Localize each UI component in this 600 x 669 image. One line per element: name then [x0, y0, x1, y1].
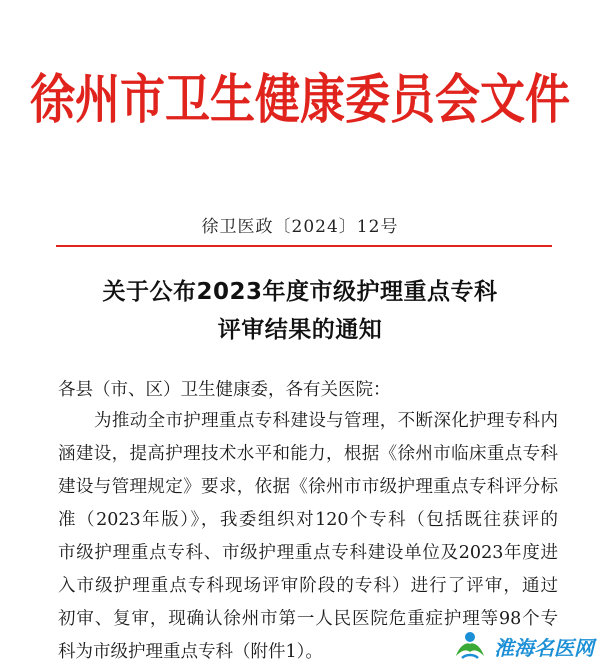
body-line: 科为市级护理重点专科（附件1）。	[58, 642, 323, 662]
red-divider	[56, 245, 552, 247]
title-line-1: 关于公布2023年度市级护理重点专科	[102, 279, 498, 305]
salutation: 各县（市、区）卫生健康委，各有关医院：	[58, 380, 391, 400]
body-line: 入市级护理重点专科现场评审阶段的专科）进行了评审，通过	[58, 576, 558, 596]
body-line: 市级护理重点专科、市级护理重点专科建设单位及2023年度进	[58, 543, 558, 563]
body-line: 初审、复审，现确认徐州市第一人民医院危重症护理等98个专	[58, 609, 558, 629]
body-line: 为推动全市护理重点专科建设与管理，不断深化护理专科内	[94, 411, 558, 431]
org-header: 徐州市卫生健康委员会文件	[29, 67, 570, 131]
document-number: 徐卫医政〔2024〕12号	[201, 217, 399, 237]
body-line: 准（2023年版）》，我委组织对120个专科（包括既往获评的	[58, 510, 558, 530]
title-line-2: 评审结果的通知	[217, 317, 383, 343]
leaf-person-logo-icon	[452, 630, 488, 662]
body-line: 建设与管理规定》要求，依据《徐州市市级护理重点专科评分标	[58, 477, 558, 497]
site-watermark	[452, 628, 592, 664]
body-line: 涵建设，提高护理技术水平和能力，根据《徐州市临床重点专科	[58, 444, 558, 464]
watermark-text: 淮海名医网	[494, 636, 594, 660]
